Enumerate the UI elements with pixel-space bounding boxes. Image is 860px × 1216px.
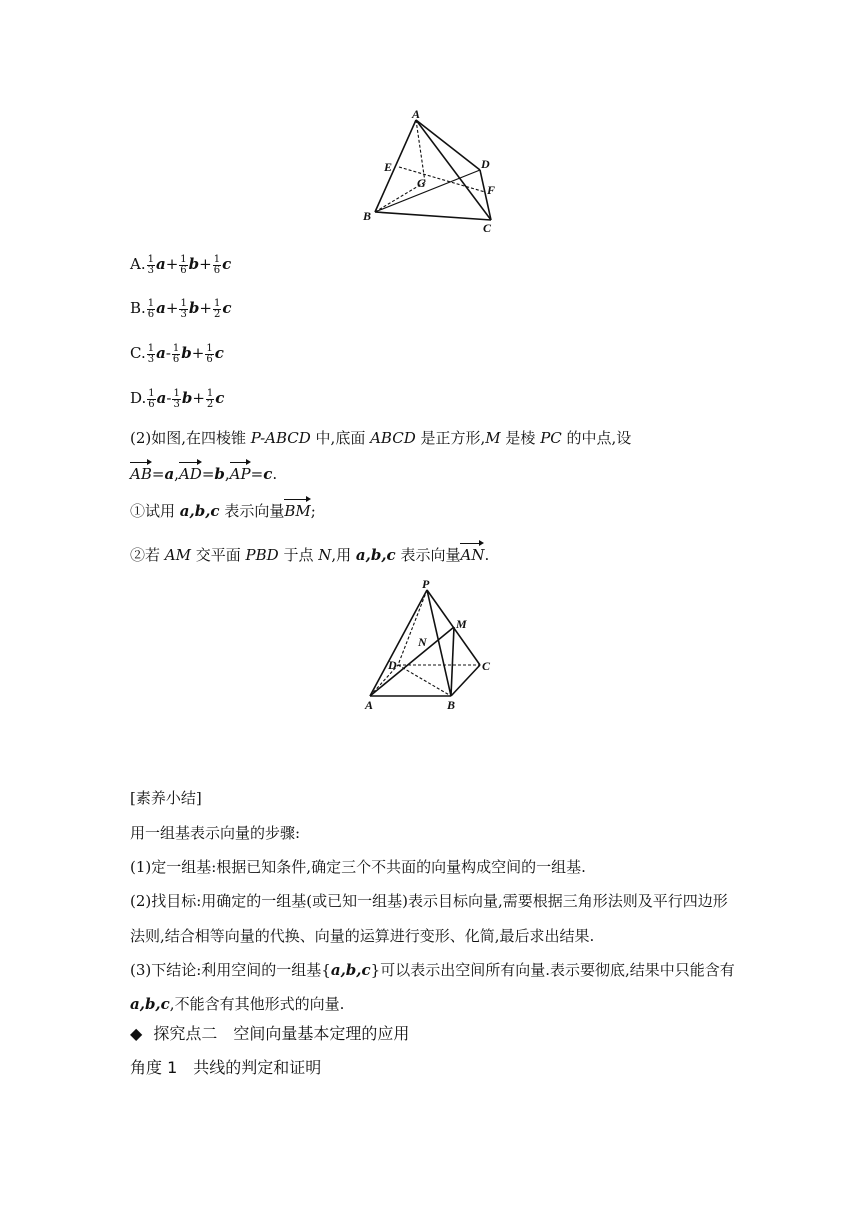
tetrahedron-figure [355,105,515,235]
summary-step-3-line-2: a,b,c,不能含有其他形式的向量. [130,995,345,1013]
section-heading [130,1024,409,1044]
label-M: M [456,617,467,631]
label-A: A [412,107,421,121]
summary-step-2-line-2: 法则,结合相等向量的代换、向量的运算进行变形、化简,最后求出结果. [130,927,595,945]
summary-intro: 用一组基表示向量的步骤: [130,824,301,842]
summary-step-1: (1)定一组基:根据已知条件,确定三个不共面的向量构成空间的一组基. [130,858,586,876]
summary-step-3-line-1: (3)下结论:利用空间的一组基{a,b,c}可以表示出空间所有向量.表示要彻底,结果中只能含有 [130,961,735,979]
question-2-part-2: ②若 AM 交平面 PBD 于点 N,用 a,b,c 表示向量AN. [130,546,490,564]
label-E: E [384,160,393,174]
summary-step-2-line-1: (2)找目标:用确定的一组基(或已知一组基)表示目标向量,需要根据三角形法则及平行四边形 [130,892,728,910]
pyramid-figure [358,578,508,713]
label-D: D [481,157,490,171]
option-d: D. $\frac{1}{6}$ a- $\frac{1}{3}$ b+ $\frac{1}{2}$ c [130,387,225,410]
option-b: B. $\frac{1}{6}$ a+ $\frac{1}{3}$ b+ $\frac{1}{2}$ c [130,297,232,320]
question-2-part-1: ①试用 a,b,c 表示向量BM; [130,502,316,520]
label-F: F [487,183,496,197]
label-B: B [363,209,372,223]
option-a: A. $\frac{1}{3}$ a+ $\frac{1}{6}$ b+ $\frac{1}{6}$ c [130,253,232,276]
label-C: C [482,659,491,673]
diamond-bullet-icon: ◆ [130,1024,143,1043]
question-2-text: (2)如图,在四棱锥 P-ABCD 中,底面 ABCD 是正方形,M 是棱 PC 的中点,设 [130,429,632,447]
label-N: N [418,635,427,649]
label-G: G [417,176,426,190]
label-P: P [422,578,430,591]
label-A: A [365,698,374,712]
section-title: 探究点二 空间向量基本定理的应用 [153,1024,410,1043]
label-B: B [447,698,456,712]
label-D: D [388,658,397,672]
section-subtitle: 角度 1 共线的判定和证明 [130,1058,322,1077]
question-2-definitions: AB=a,AD=b,AP=c. [130,465,278,483]
summary-title: [素养小结] [130,789,202,807]
option-c: C. $\frac{1}{3}$ a- $\frac{1}{6}$ b+ $\frac{1}{6}$ c [130,342,224,365]
label-C: C [483,221,492,235]
